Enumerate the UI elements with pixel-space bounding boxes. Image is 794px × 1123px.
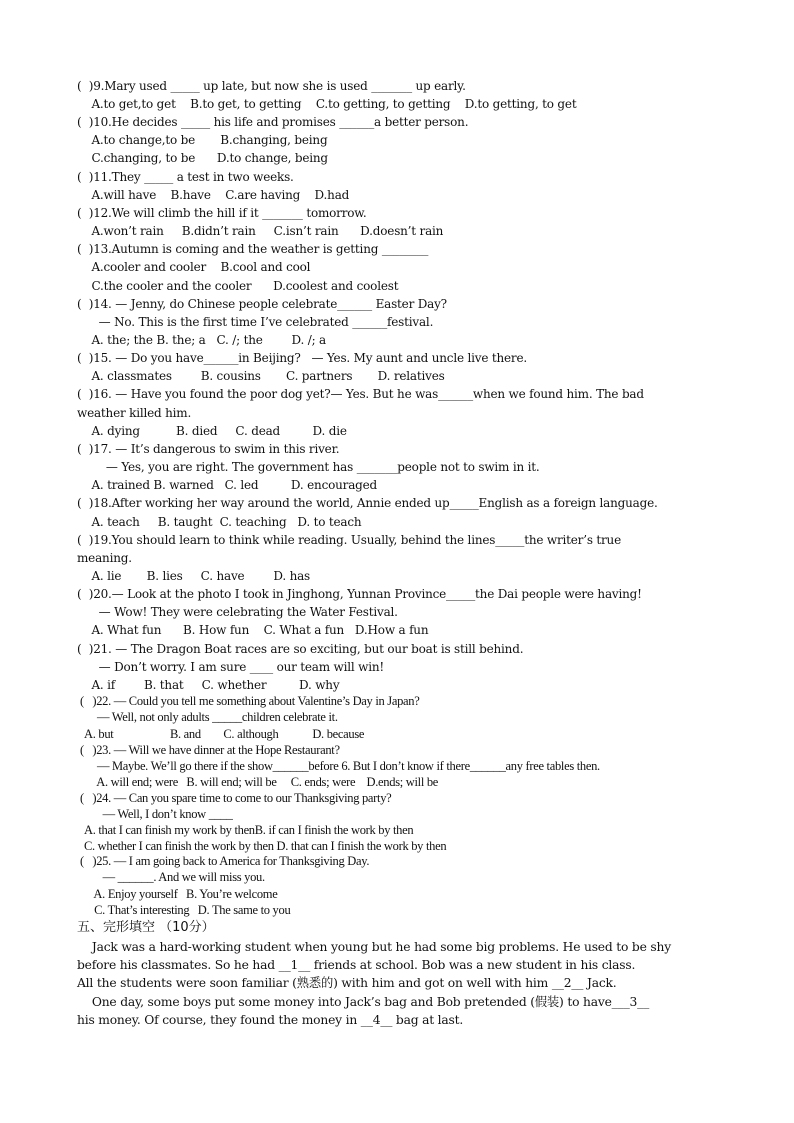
q23-reply: — Maybe. We’ll go there if the show______before 6. But I don’t know if there______any free tables then. bbox=[80, 759, 600, 773]
q16-stem: ( )16. — Have you found the poor dog yet?— Yes. But he was______when we found him. The bad bbox=[77, 387, 644, 401]
q14-reply: — No. This is the first time I’ve celebrated ______festival. bbox=[77, 315, 434, 329]
q13-options-2: C.the cooler and the cooler D.coolest and coolest bbox=[77, 279, 399, 293]
q14-options: A. the; the B. the; a C. /; the D. /; a bbox=[77, 333, 327, 347]
q15-options: A. classmates B. cousins C. partners D. relatives bbox=[77, 369, 445, 383]
q12-options: A.won’t rain B.didn’t rain C.isn’t rain D.doesn’t rain bbox=[77, 224, 444, 238]
passage-line-3: All the students were soon familiar (熟悉的) with him and got on well with him __2__ Jack. bbox=[77, 976, 617, 990]
passage-line-2: before his classmates. So he had __1__ friends at school. Bob was a new student in his class. bbox=[77, 958, 636, 972]
q17-options: A. trained B. warned C. led D. encouraged bbox=[77, 478, 378, 492]
q25-options-2: C. That’s interesting D. The same to you bbox=[80, 903, 291, 917]
q22-stem: ( )22. — Could you tell me something about Valentine’s Day in Japan? bbox=[80, 694, 420, 708]
passage-line-5: his money. Of course, they found the money in __4__ bag at last. bbox=[77, 1013, 464, 1027]
q24-reply: — Well, I don’t know ____ bbox=[80, 807, 233, 821]
q19-options: A. lie B. lies C. have D. has bbox=[77, 569, 311, 583]
q25-stem: ( )25. — I am going back to America for Thanksgiving Day. bbox=[80, 854, 370, 868]
section-title: 五、完形填空 （10分） bbox=[77, 920, 215, 935]
q22-options: A. but B. and C. although D. because bbox=[84, 727, 365, 741]
q15-stem: ( )15. — Do you have______in Beijing? — Yes. My aunt and uncle live there. bbox=[77, 351, 527, 365]
q12-stem: ( )12.We will climb the hill if it _______ tomorrow. bbox=[77, 206, 367, 220]
q20-stem: ( )20.— Look at the photo I took in Jinghong, Yunnan Province_____the Dai people were having! bbox=[77, 587, 642, 601]
q19-stem-cont: meaning. bbox=[77, 551, 132, 565]
q9-options: A.to get,to get B.to get, to getting C.to getting, to getting D.to getting, to get bbox=[77, 97, 577, 111]
passage-line-4: One day, some boys put some money into Jack’s bag and Bob pretended (假装) to have___3__ bbox=[77, 995, 650, 1009]
q24-options-2: C. whether I can finish the work by then D. that can I finish the work by then bbox=[84, 839, 447, 853]
q11-stem: ( )11.They _____ a test in two weeks. bbox=[77, 170, 294, 184]
q21-stem: ( )21. — The Dragon Boat races are so exciting, but our boat is still behind. bbox=[77, 642, 524, 656]
q9-stem: ( )9.Mary used _____ up late, but now she is used _______ up early. bbox=[77, 79, 466, 93]
q13-stem: ( )13.Autumn is coming and the weather is getting ________ bbox=[77, 242, 429, 256]
q11-options: A.will have B.have C.are having D.had bbox=[77, 188, 350, 202]
q21-reply: — Don’t worry. I am sure ____ our team will win! bbox=[77, 660, 385, 674]
q19-stem: ( )19.You should learn to think while reading. Usually, behind the lines_____the writer’s true bbox=[77, 533, 621, 547]
q20-reply: — Wow! They were celebrating the Water Festival. bbox=[77, 605, 398, 619]
q10-options-2: C.changing, to be D.to change, being bbox=[77, 151, 328, 165]
passage-line-1: Jack was a hard-working student when young but he had some big problems. He used to be shy bbox=[77, 940, 671, 954]
q16-stem-cont: weather killed him. bbox=[77, 406, 192, 420]
q25-reply: — ______. And we will miss you. bbox=[80, 870, 265, 884]
q10-stem: ( )10.He decides _____ his life and promises ______a better person. bbox=[77, 115, 469, 129]
q24-stem: ( )24. — Can you spare time to come to our Thanksgiving party? bbox=[80, 791, 392, 805]
q21-options: A. if B. that C. whether D. why bbox=[77, 678, 340, 692]
q20-options: A. What fun B. How fun C. What a fun D.How a fun bbox=[77, 623, 429, 637]
q22-reply: — Well, not only adults _____children celebrate it. bbox=[80, 710, 338, 724]
q25-options-1: A. Enjoy yourself B. You’re welcome bbox=[80, 887, 278, 901]
q23-options: A. will end; were B. will end; will be C. ends; were D.ends; will be bbox=[80, 775, 439, 789]
q17-reply: — Yes, you are right. The government has _______people not to swim in it. bbox=[77, 460, 540, 474]
q17-stem: ( )17. — It’s dangerous to swim in this river. bbox=[77, 442, 340, 456]
q13-options-1: A.cooler and cooler B.cool and cool bbox=[77, 260, 311, 274]
q23-stem: ( )23. — Will we have dinner at the Hope Restaurant? bbox=[80, 743, 340, 757]
q18-stem: ( )18.After working her way around the world, Annie ended up_____English as a foreign language. bbox=[77, 496, 658, 510]
q16-options: A. dying B. died C. dead D. die bbox=[77, 424, 347, 438]
q18-options: A. teach B. taught C. teaching D. to teach bbox=[77, 515, 362, 529]
q10-options-1: A.to change,to be B.changing, being bbox=[77, 133, 328, 147]
q24-options-1: A. that I can finish my work by thenB. if can I finish the work by then bbox=[84, 823, 414, 837]
q14-stem: ( )14. — Jenny, do Chinese people celebrate______ Easter Day? bbox=[77, 297, 447, 311]
